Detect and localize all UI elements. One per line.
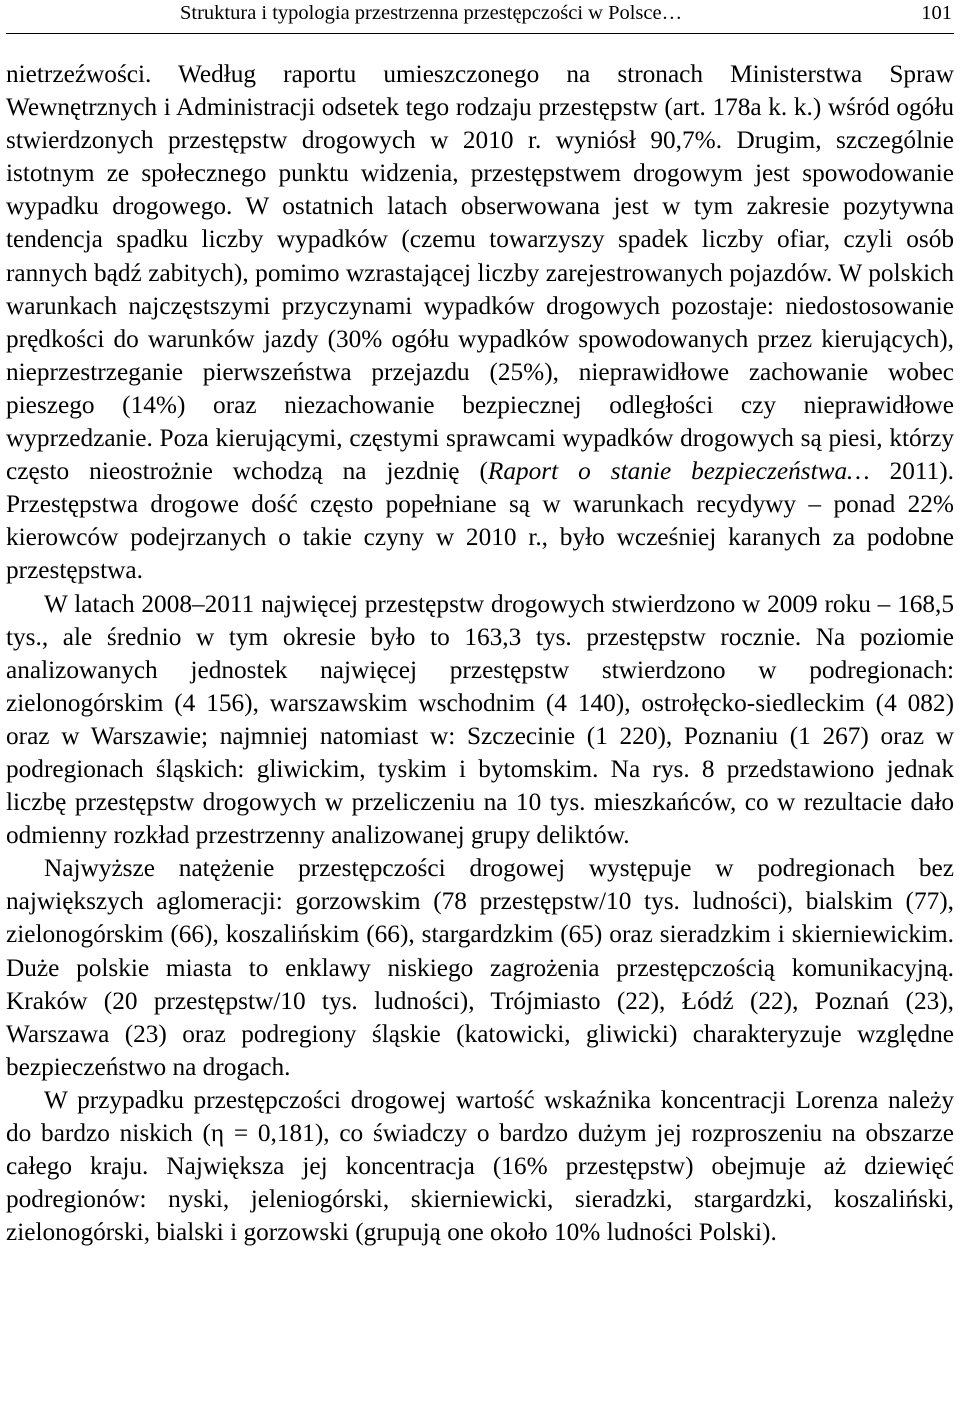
paragraph: [6, 852, 954, 1084]
document-page: [6, 0, 954, 1249]
text-run: 2011). Przestępstwa drogowe dość często popełniane są w warunkach recydywy – ponad 22% kierowców podejrzanych o takie czyny w 2010 r., było wcześniej karanych za podobne przestępstwa.: [6, 457, 954, 585]
running-title: Struktura i typologia przestrzenna przestępczości w Polsce…: [180, 2, 683, 24]
text-run: nietrzeźwości. Według raportu umieszczonego na stronach Ministerstwa Spraw Wewnętrznych i Administracji odsetek tego rodzaju przestępstw (art. 178a k. k.) wśród ogółu stwierdzonych przestępstw drogowych w 2010 r. wyniósł 90,7%. Drugim, szczególnie istotnym ze społecznego punktu widzenia, przestępstwem drogowym jest spowodowanie wypadku drogowego. W ostatnich latach obserwowana jest w tym zakresie pozytywna tendencja spadku liczby wypadków (czemu towarzyszy spadek liczby ofiar, czyli osób rannych bądź zabitych), pomimo wzrastającej liczby zarejestrowanych pojazdów. W polskich warunkach najczęstszymi przyczynami wypadków drogowych pozostaje: niedostosowanie prędkości do warunków jazdy (30% ogółu wypadków spowodowanych przez kierujących), nieprzestrzeganie pierwszeństwa przejazdu (25%), nieprawidłowe zachowanie wobec pieszego (14%) oraz niezachowanie bezpiecznej odległości czy nieprawidłowe wyprzedzanie. Poza kierującymi, częstymi sprawcami wypadków drogowych są piesi, którzy często nieostrożnie wchodzą na jezdnię (: [6, 60, 954, 486]
body-text: [6, 34, 954, 1249]
paragraph: [6, 588, 954, 853]
paragraph-continuation: [6, 58, 954, 588]
running-header: [6, 0, 954, 34]
citation-italic: Raport o stanie bezpieczeństwa…: [487, 457, 870, 486]
paragraph: [6, 1084, 954, 1249]
text-run: W latach 2008–2011 najwięcej przestępstw drogowych stwierdzono w 2009 roku – 168,5 tys., ale średnio w tym okresie było to 163,3 tys. przestępstw rocznie. Na poziomie analizowanych jednostek najwięcej przestępstw stwierdzono w podregionach: zielonogórskim (4 156), warszawskim wschodnim (4 140), ostrołęcko-siedleckim (4 082) oraz w Warszawie; najmniej natomiast w: Szczecinie (1 220), Poznaniu (1 267) oraz w podregionach śląskich: gliwickim, tyskim i bytomskim. Na rys. 8 przedstawiono jednak liczbę przestępstw drogowych w przeliczeniu na 10 tys. mieszkańców, co w rezultacie dało odmienny rozkład przestrzenny analizowanej grupy deliktów.: [6, 589, 954, 850]
text-run: W przypadku przestępczości drogowej wartość wskaźnika koncentracji Lorenza należy do bardzo niskich (η = 0,181), co świadczy o bardzo dużym jej rozproszeniu na obszarze całego kraju. Największa jej koncentracja (16% przestępstw) obejmuje aż dziewięć podregionów: nyski, jeleniogórski, skierniewicki, sieradzki, stargardzki, koszaliński, zielonogórski, bialski i gorzowski (grupują one około 10% ludności Polski).: [6, 1085, 954, 1247]
page-number: 101: [921, 2, 952, 24]
text-run: Najwyższe natężenie przestępczości drogowej występuje w podregionach bez największych aglomeracji: gorzowskim (78 przestępstw/10 tys. ludności), bialskim (77), zielonogórskim (66), koszalińskim (66), stargardzkim (65) oraz sieradzkim i skierniewickim. Duże polskie miasta to enklawy niskiego zagrożenia przestępczością komunikacyjną. Kraków (20 przestępstw/10 tys. ludności), Trójmiasto (22), Łódź (22), Poznań (23), Warszawa (23) oraz podregiony śląskie (katowicki, gliwicki) charakteryzuje względne bezpieczeństwo na drogach.: [6, 854, 954, 1081]
